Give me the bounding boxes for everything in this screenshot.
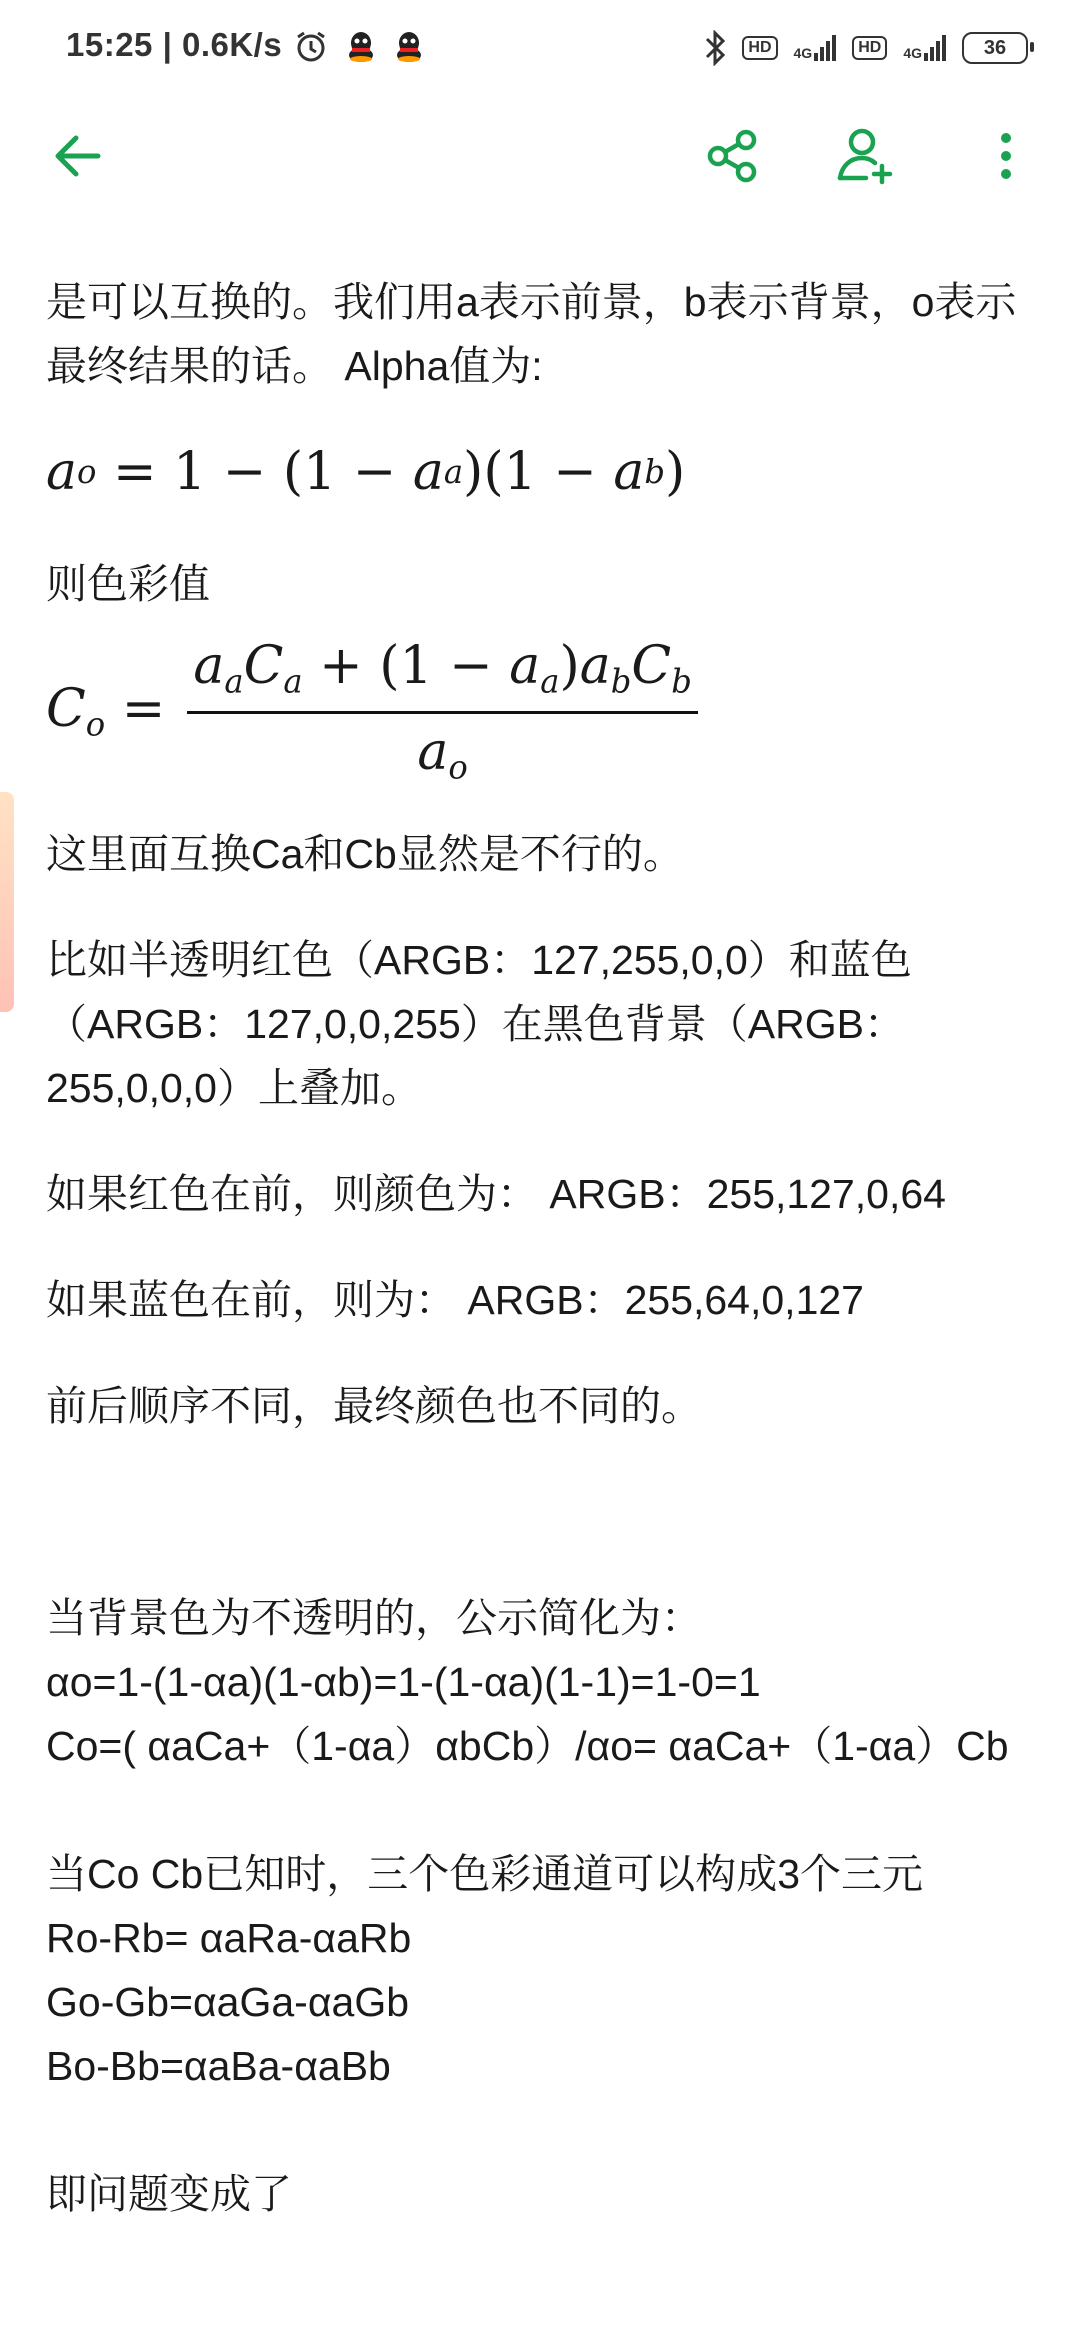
share-button[interactable] — [688, 112, 776, 200]
alarm-icon — [294, 30, 328, 64]
note-content[interactable] — [46, 270, 1036, 2226]
color-formula: $C_o$ = $\frac{a_aC_a + (1 - a_a)a_bC_b}{a_o}$ — [46, 636, 1036, 786]
qq-icon — [394, 30, 424, 64]
app-bar — [0, 96, 1080, 216]
back-button[interactable] — [34, 112, 122, 200]
signal-icon: 4G — [903, 35, 946, 61]
hd-badge: HD — [852, 36, 887, 60]
formula-line: Bo-Bb=αaBa-αaBb — [46, 2043, 391, 2089]
paragraph: 如果蓝色在前，则为： ARGB：255,64,0,127 — [46, 1277, 864, 1323]
paragraph: 比如半透明红色（ARGB：127,255,0,0）和蓝色（ARGB：127,0,0,255）在黑色背景（ARGB：255,0,0,0）上叠加。 — [46, 937, 912, 1111]
status-notification-icons — [294, 30, 424, 64]
paragraph: 如果红色在前，则颜色为： ARGB：255,127,0,64 — [46, 1171, 946, 1217]
status-time: 15:25 | 0.6K/s — [66, 26, 283, 63]
edge-handle[interactable] — [0, 792, 14, 1012]
paragraph: 这里面互换Ca和Cb显然是不行的。 — [46, 831, 684, 877]
formula-line: Ro-Rb= αaRa-αaRb — [46, 1915, 412, 1961]
paragraph: 即问题变成了 — [46, 2171, 292, 2217]
bluetooth-icon — [704, 30, 726, 66]
formula-line: αo=1-(1-αa)(1-αb)=1-(1-αa)(1-1)=1-0=1 — [46, 1659, 761, 1705]
formula-line: Co=( αaCa+（1-αa）αbCb）/αo= αaCa+（1-αa）Cb — [46, 1723, 1009, 1769]
battery-icon: 36 — [962, 32, 1028, 64]
more-vert-icon — [996, 126, 1016, 186]
paragraph: 是可以互换的。我们用a表示前景，b表示背景，o表示最终结果的话。 Alpha值为: — [46, 279, 1017, 389]
qq-icon — [346, 30, 376, 64]
hd-badge: HD — [742, 36, 777, 60]
back-arrow-icon — [48, 126, 108, 186]
signal-icon: 4G — [794, 35, 837, 61]
add-user-icon — [834, 124, 898, 188]
alpha-formula: a o = 1 − (1 − a a )(1 − a b ) — [46, 442, 686, 502]
status-bar — [0, 0, 1080, 96]
add-collaborator-button[interactable] — [822, 112, 910, 200]
status-system-icons — [704, 30, 1028, 66]
paragraph: 则色彩值 — [46, 561, 210, 607]
paragraph: 当Co Cb已知时，三个色彩通道可以构成3个三元 — [46, 1851, 924, 1897]
formula-line: Go-Gb=αaGa-αaGb — [46, 1979, 410, 2025]
share-icon — [702, 126, 762, 186]
more-options-button[interactable] — [962, 112, 1050, 200]
paragraph: 前后顺序不同，最终颜色也不同的。 — [46, 1383, 702, 1429]
paragraph: 当背景色为不透明的，公示简化为： — [46, 1595, 702, 1641]
